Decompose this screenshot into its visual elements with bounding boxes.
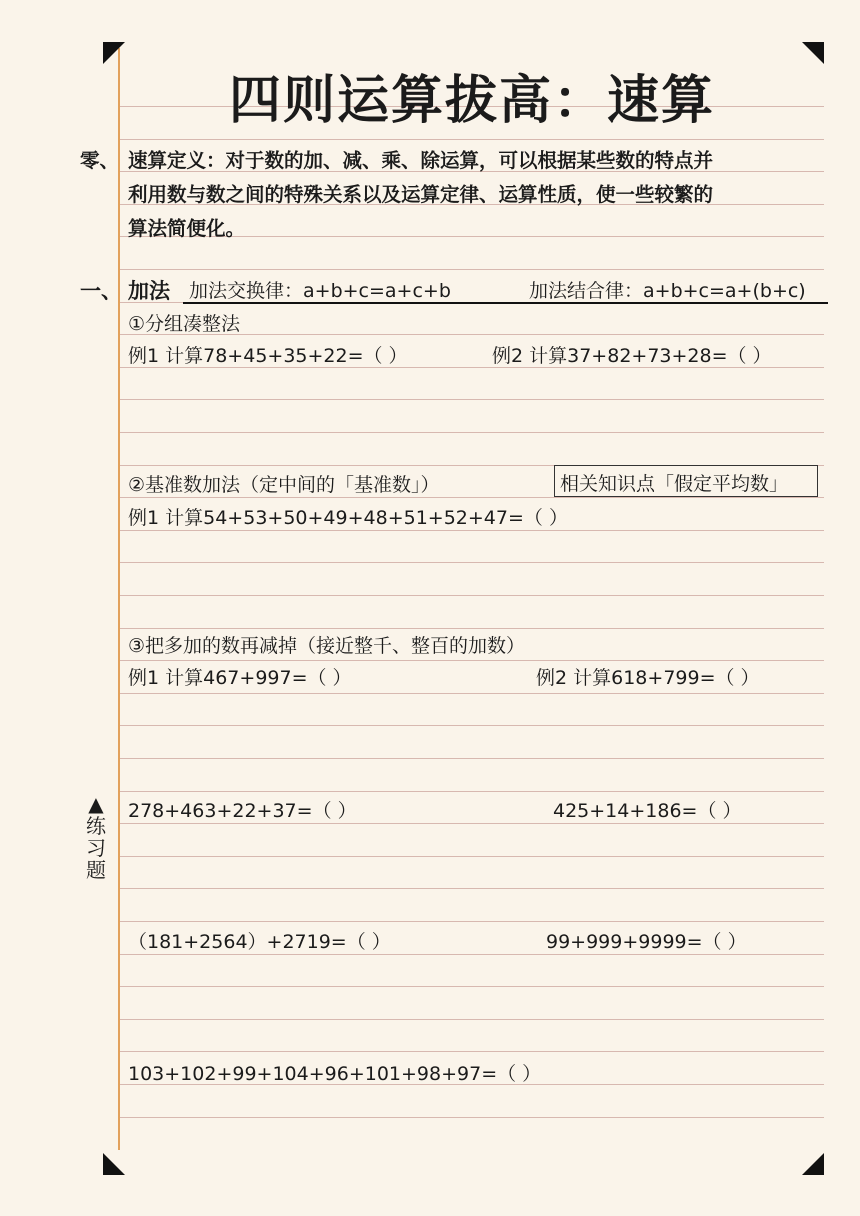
ruled-line [118,725,824,726]
definition-block [80,144,825,240]
example-problem: 例1 计算467+997=（ ） [128,667,352,689]
ruled-line [118,530,824,531]
method-title: ②基准数加法（定中间的「基准数」） [128,474,440,496]
practice-problem: 425+14+186=（ ） [553,800,742,822]
ruled-line [118,823,824,824]
example-problem: 例1 计算78+45+35+22=（ ） [128,345,408,367]
example-problem: 例1 计算54+53+50+49+48+51+52+47=（ ） [128,507,568,529]
section-underline [183,302,828,304]
definition-line: 算法简便化。 [128,217,246,240]
practice-label [84,793,108,881]
related-knowledge-box [554,465,818,497]
corner-mark-bottom-left [103,1153,125,1175]
ruled-line [118,1051,824,1052]
method-title: ①分组凑整法 [128,313,241,335]
ruled-line [118,595,824,596]
ruled-line [118,693,824,694]
ruled-line [118,562,824,563]
ruled-line [118,628,824,629]
ruled-line [118,1117,824,1118]
ruled-line [118,1019,824,1020]
ruled-line [118,399,824,400]
commutative-law: 加法交换律：a+b+c=a+c+b [189,280,451,302]
section-heading: 加法 [128,279,170,303]
ruled-line [118,139,824,140]
definition-line: 速算定义：对于数的加、减、乘、除运算，可以根据某些数的特点并 [128,149,714,172]
ruled-line [118,921,824,922]
page-title: 四则运算拔高：速算 [228,71,715,131]
definition-index: 零、 [80,149,120,172]
ruled-line [118,497,824,498]
triangle-marker-icon: ▲ [88,792,104,816]
example-problem: 例2 计算37+82+73+28=（ ） [492,345,772,367]
practice-label-char: 习 [86,836,106,860]
margin-line [118,48,120,1150]
associative-law: 加法结合律：a+b+c=a+(b+c) [529,280,806,302]
method-title: ③把多加的数再减掉（接近整千、整百的加数） [128,635,526,657]
ruled-line [118,758,824,759]
practice-problem: （181+2564）+2719=（ ） [128,931,391,953]
ruled-line [118,888,824,889]
ruled-line [118,791,824,792]
corner-mark-bottom-right [802,1153,824,1175]
practice-label-char: 题 [86,858,106,882]
ruled-line [118,856,824,857]
practice-label-char: 练 [86,814,106,838]
ruled-line [118,986,824,987]
practice-problem: 99+999+9999=（ ） [546,931,747,953]
ruled-line [118,432,824,433]
ruled-line [118,269,824,270]
ruled-line [118,660,824,661]
practice-problem: 278+463+22+37=（ ） [128,800,357,822]
related-knowledge-label: 相关知识点「假定平均数」 [560,473,789,495]
practice-problem: 103+102+99+104+96+101+98+97=（ ） [128,1063,542,1085]
example-problem: 例2 计算618+799=（ ） [536,667,760,689]
definition-line: 利用数与数之间的特殊关系以及运算定律、运算性质，使一些较繁的 [128,183,714,206]
section-index: 一、 [80,279,122,303]
ruled-line [118,954,824,955]
